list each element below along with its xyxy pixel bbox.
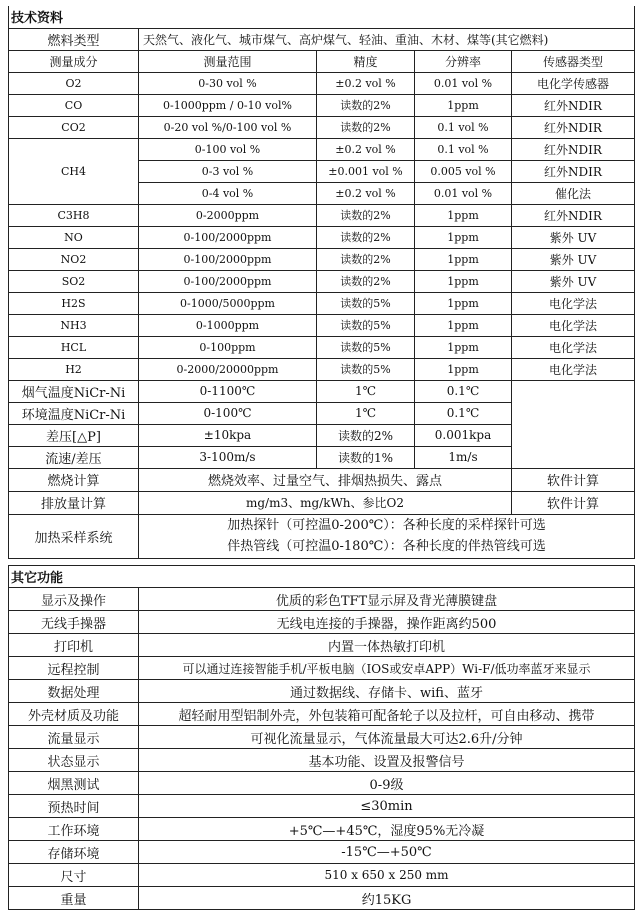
gas-resolution: 0.01 vol % — [415, 72, 512, 94]
feature-label: 状态显示 — [9, 749, 139, 772]
table-row — [9, 270, 635, 292]
fuel-type-value: 天然气、液化气、城市煤气、高炉煤气、轻油、重油、木材、煤等(其它燃料) — [139, 28, 635, 50]
feature-label: 流量显示 — [9, 726, 139, 749]
gas-range: 0-1000ppm / 0-10 vol% — [139, 94, 317, 116]
feature-value: 0-9级 — [139, 772, 635, 795]
gas-name: NO2 — [9, 248, 139, 270]
table-row — [9, 749, 635, 772]
feature-value: +5℃—+45℃，湿度95%无冷凝 — [139, 818, 635, 841]
table-row — [9, 116, 635, 138]
table-row — [9, 634, 635, 657]
phys-range: 0-100℃ — [139, 402, 317, 424]
gas-accuracy: 读数的5% — [317, 292, 415, 314]
gas-sensor: 红外NDIR — [512, 204, 635, 226]
gas-resolution: 1ppm — [415, 270, 512, 292]
feature-value: 基本功能、设置及报警信号 — [139, 749, 635, 772]
table-row — [9, 657, 635, 680]
combustion-label: 燃烧计算 — [9, 468, 139, 491]
table-row — [9, 292, 635, 314]
table-row — [9, 795, 635, 818]
gas-name: CO2 — [9, 116, 139, 138]
gas-resolution: 1ppm — [415, 248, 512, 270]
gas-resolution: 1ppm — [415, 204, 512, 226]
feature-value: 可以通过连接智能手机/平板电脑（IOS或安卓APP）Wi-F/低功率蓝牙来显示 — [139, 657, 635, 680]
combustion-value: 燃烧效率、过量空气、排烟热损失、露点 — [139, 468, 512, 491]
header-resolution: 分辨率 — [415, 50, 512, 72]
phys-resolution: 0.1℃ — [415, 380, 512, 402]
table-row — [9, 772, 635, 795]
gas-sensor: 紫外 UV — [512, 248, 635, 270]
table-row — [9, 358, 635, 380]
table-row — [9, 94, 635, 116]
gas-range: 0-100/2000ppm — [139, 270, 317, 292]
phys-accuracy: 1℃ — [317, 380, 415, 402]
phys-range: ±10kpa — [139, 424, 317, 446]
emission-label: 排放量计算 — [9, 491, 139, 514]
table-row — [9, 72, 635, 94]
feature-value: 优质的彩色TFT显示屏及背光薄膜键盘 — [139, 588, 635, 611]
gas-accuracy: ±0.2 vol % — [317, 138, 415, 160]
feature-label: 工作环境 — [9, 818, 139, 841]
table-row — [9, 204, 635, 226]
phys-label: 烟气温度NiCr-Ni — [9, 380, 139, 402]
gas-sensor: 电化学法 — [512, 336, 635, 358]
phys-resolution: 0.1℃ — [415, 402, 512, 424]
gas-name: HCL — [9, 336, 139, 358]
feature-value: 无线电连接的手操器，操作距离约500 — [139, 611, 635, 634]
phys-resolution: 1m/s — [415, 446, 512, 468]
table-row — [9, 841, 635, 864]
gas-accuracy: 读数的2% — [317, 270, 415, 292]
phys-range: 3-100m/s — [139, 446, 317, 468]
table-row — [9, 138, 635, 160]
gas-sensor: 红外NDIR — [512, 138, 635, 160]
technical-data-table — [8, 6, 635, 559]
gas-range: 0-30 vol % — [139, 72, 317, 94]
gas-accuracy: 读数的2% — [317, 116, 415, 138]
gas-range: 0-100 vol % — [139, 138, 317, 160]
gas-resolution: 1ppm — [415, 226, 512, 248]
gas-name: C3H8 — [9, 204, 139, 226]
feature-value: 510 x 650 x 250 mm — [139, 864, 635, 887]
table-row — [9, 468, 635, 491]
table-row — [9, 491, 635, 514]
gas-range: 0-100/2000ppm — [139, 226, 317, 248]
gas-accuracy: 读数的2% — [317, 226, 415, 248]
table-row — [9, 818, 635, 841]
sampling-label: 加热采样系统 — [9, 514, 139, 558]
gas-accuracy: 读数的2% — [317, 248, 415, 270]
feature-value: 可视化流量显示，气体流量最大可达2.6升/分钟 — [139, 726, 635, 749]
table-row — [9, 726, 635, 749]
table-row — [9, 703, 635, 726]
gas-range: 0-20 vol %/0-100 vol % — [139, 116, 317, 138]
feature-value: 通过数据线、存储卡、wifi、蓝牙 — [139, 680, 635, 703]
gas-accuracy: 读数的5% — [317, 336, 415, 358]
gas-sensor: 电化学传感器 — [512, 72, 635, 94]
table-row — [9, 864, 635, 887]
sampling-line-2: 伴热管线（可控温0-180℃）：各种长度的伴热管线可选 — [227, 539, 546, 554]
gas-accuracy: ±0.001 vol % — [317, 160, 415, 182]
feature-label: 重量 — [9, 887, 139, 910]
feature-label: 外壳材质及功能 — [9, 703, 139, 726]
gas-range: 0-100/2000ppm — [139, 248, 317, 270]
phys-label: 环境温度NiCr-Ni — [9, 402, 139, 424]
other-functions-table — [8, 565, 635, 910]
gas-name: SO2 — [9, 270, 139, 292]
gas-sensor: 红外NDIR — [512, 160, 635, 182]
section-title-technical: 技术资料 — [9, 6, 635, 28]
table-row — [9, 226, 635, 248]
phys-range: 0-1100℃ — [139, 380, 317, 402]
table-row — [9, 336, 635, 358]
feature-label: 存储环境 — [9, 841, 139, 864]
feature-label: 打印机 — [9, 634, 139, 657]
header-range: 测量范围 — [139, 50, 317, 72]
gas-resolution: 1ppm — [415, 358, 512, 380]
gas-sensor: 催化法 — [512, 182, 635, 204]
feature-label: 预热时间 — [9, 795, 139, 818]
gas-name: H2S — [9, 292, 139, 314]
gas-sensor: 紫外 UV — [512, 226, 635, 248]
feature-label: 尺寸 — [9, 864, 139, 887]
gas-resolution: 1ppm — [415, 94, 512, 116]
gas-resolution: 0.01 vol % — [415, 182, 512, 204]
gas-accuracy: 读数的5% — [317, 358, 415, 380]
feature-label: 数据处理 — [9, 680, 139, 703]
gas-resolution: 0.1 vol % — [415, 116, 512, 138]
gas-name: O2 — [9, 72, 139, 94]
header-accuracy: 精度 — [317, 50, 415, 72]
header-sensor: 传感器类型 — [512, 50, 635, 72]
fuel-type-label: 燃料类型 — [9, 28, 139, 50]
feature-value: 约15KG — [139, 887, 635, 910]
feature-value: 内置一体热敏打印机 — [139, 634, 635, 657]
sampling-value — [139, 514, 635, 558]
phys-label: 流速/差压 — [9, 446, 139, 468]
blank-cell — [512, 380, 635, 468]
feature-value: ≤30min — [139, 795, 635, 818]
gas-accuracy: ±0.2 vol % — [317, 72, 415, 94]
table-row — [9, 680, 635, 703]
header-component: 测量成分 — [9, 50, 139, 72]
table-row — [9, 514, 635, 558]
phys-accuracy: 读数的1% — [317, 446, 415, 468]
emission-note: 软件计算 — [512, 491, 635, 514]
table-row — [9, 588, 635, 611]
combustion-note: 软件计算 — [512, 468, 635, 491]
table-row — [9, 314, 635, 336]
table-row — [9, 611, 635, 634]
feature-value: -15℃—+50℃ — [139, 841, 635, 864]
gas-range: 0-1000/5000ppm — [139, 292, 317, 314]
gas-range: 0-100ppm — [139, 336, 317, 358]
gas-sensor: 电化学法 — [512, 292, 635, 314]
phys-accuracy: 读数的2% — [317, 424, 415, 446]
gas-name: NO — [9, 226, 139, 248]
gas-resolution: 0.1 vol % — [415, 138, 512, 160]
feature-label: 无线手操器 — [9, 611, 139, 634]
gas-accuracy: 读数的5% — [317, 314, 415, 336]
gas-range: 0-2000/20000ppm — [139, 358, 317, 380]
section-title-other: 其它功能 — [9, 566, 635, 588]
gas-range: 0-3 vol % — [139, 160, 317, 182]
gas-resolution: 1ppm — [415, 336, 512, 358]
gas-sensor: 电化学法 — [512, 314, 635, 336]
gas-resolution: 1ppm — [415, 314, 512, 336]
gas-resolution: 1ppm — [415, 292, 512, 314]
phys-label: 差压[△P] — [9, 424, 139, 446]
gas-sensor: 电化学法 — [512, 358, 635, 380]
gas-accuracy: 读数的2% — [317, 204, 415, 226]
feature-label: 远程控制 — [9, 657, 139, 680]
feature-label: 显示及操作 — [9, 588, 139, 611]
feature-value: 超轻耐用型铝制外壳，外包装箱可配备轮子以及拉杆，可自由移动、携带 — [139, 703, 635, 726]
gas-name: H2 — [9, 358, 139, 380]
gas-sensor: 紫外 UV — [512, 270, 635, 292]
gas-name-ch4: CH4 — [9, 138, 139, 204]
phys-resolution: 0.001kpa — [415, 424, 512, 446]
feature-label: 烟黑测试 — [9, 772, 139, 795]
sampling-line-1: 加热探针（可控温0-200℃）：各种长度的采样探针可选 — [227, 518, 546, 533]
gas-range: 0-2000ppm — [139, 204, 317, 226]
gas-sensor: 红外NDIR — [512, 94, 635, 116]
emission-value: mg/m3、mg/kWh、参比O2 — [139, 491, 512, 514]
gas-accuracy: 读数的2% — [317, 94, 415, 116]
table-row — [9, 248, 635, 270]
phys-accuracy: 1℃ — [317, 402, 415, 424]
table-row — [9, 380, 635, 402]
gas-sensor: 红外NDIR — [512, 116, 635, 138]
gas-name: CO — [9, 94, 139, 116]
gas-accuracy: ±0.2 vol % — [317, 182, 415, 204]
gas-range: 0-1000ppm — [139, 314, 317, 336]
gas-name: NH3 — [9, 314, 139, 336]
table-row — [9, 887, 635, 910]
gas-resolution: 0.005 vol % — [415, 160, 512, 182]
gas-range: 0-4 vol % — [139, 182, 317, 204]
